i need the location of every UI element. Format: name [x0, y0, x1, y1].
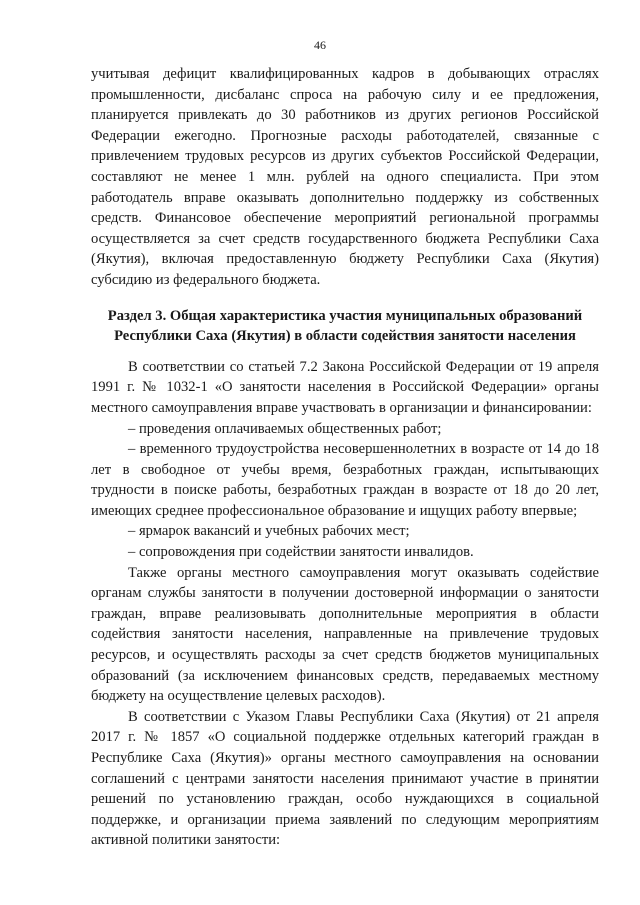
list-item-disabled-support: – сопровождения при содействии занятости инвалидов.	[128, 544, 474, 561]
section-heading: Раздел 3. Общая характеристика участия муниципальных образований Республики Саха (Якутия) в области содействия занятости населения	[107, 307, 583, 345]
list-item-job-fairs: – ярмарок вакансий и учебных рабочих мест;	[128, 523, 410, 540]
paragraph-decree-reference: В соответствии с Указом Главы Республики Саха (Якутия) от 21 апреля 2017 г. № 1857 «О социальной поддержке отдельных категорий граждан в Республике Саха (Якутия)» органы местного самоуправления на основании соглашений с центрами занятости населения принимают участие в принятии решений по установлению граждан, особо нуждающихся в социальной поддержке, и организации приема заявлений по следующим мероприятиям активной политики занятости:	[91, 708, 599, 849]
page-number: 46	[314, 38, 326, 52]
list-item-public-works: – проведения оплачиваемых общественных работ;	[128, 420, 442, 437]
paragraph-continuation: учитывая дефицит квалифицированных кадров в добывающих отраслях промышленности, дисбаланс спроса на рабочую силу и ее предложения, планируется привлекать до 30 работников из других регионов Российской Федерации ежегодно. Прогнозные расходы работодателей, связанные с привлечением трудовых ресурсов из других субъектов Российской Федерации, составляют не менее 1 млн. рублей на одного специалиста. При этом работодатель вправе оказывать дополнительно поддержку из собственных средств. Финансовое обеспечение мероприятий региональной программы осуществляется за счет средств государственного бюджета Республики Саха (Якутия), включая предоставленную бюджету Республики Саха (Якутия) субсидию из федерального бюджета.	[91, 66, 599, 288]
paragraph-local-government: Также органы местного самоуправления могут оказывать содействие органам службы занятости в получении достоверной информации о занятости граждан, вправе реализовывать дополнительные мероприятия в области содействия занятости населения, направленные на привлечение трудовых ресурсов, и осуществлять расходы за счет средств бюджетов муниципальных образований (за исключением финансовых средств, передаваемых местному бюджету на осуществление целевых расходов).	[91, 564, 599, 705]
list-item-temporary-employment: – временного трудоустройства несовершеннолетних в возрасте от 14 до 18 лет в свободное от учебы время, безработных граждан, испытывающих трудности в поиске работы, безработных граждан в возрасте от 18 до 20 лет, имеющих среднее профессиональное образование и ищущих работу впервые;	[91, 441, 599, 519]
page-body	[91, 64, 599, 851]
paragraph-law-reference: В соответствии со статьей 7.2 Закона Российской Федерации от 19 апреля 1991 г. № 1032-1 «О занятости населения в Российской Федерации» органы местного самоуправления вправе участвовать в организации и финансировании:	[91, 358, 599, 416]
